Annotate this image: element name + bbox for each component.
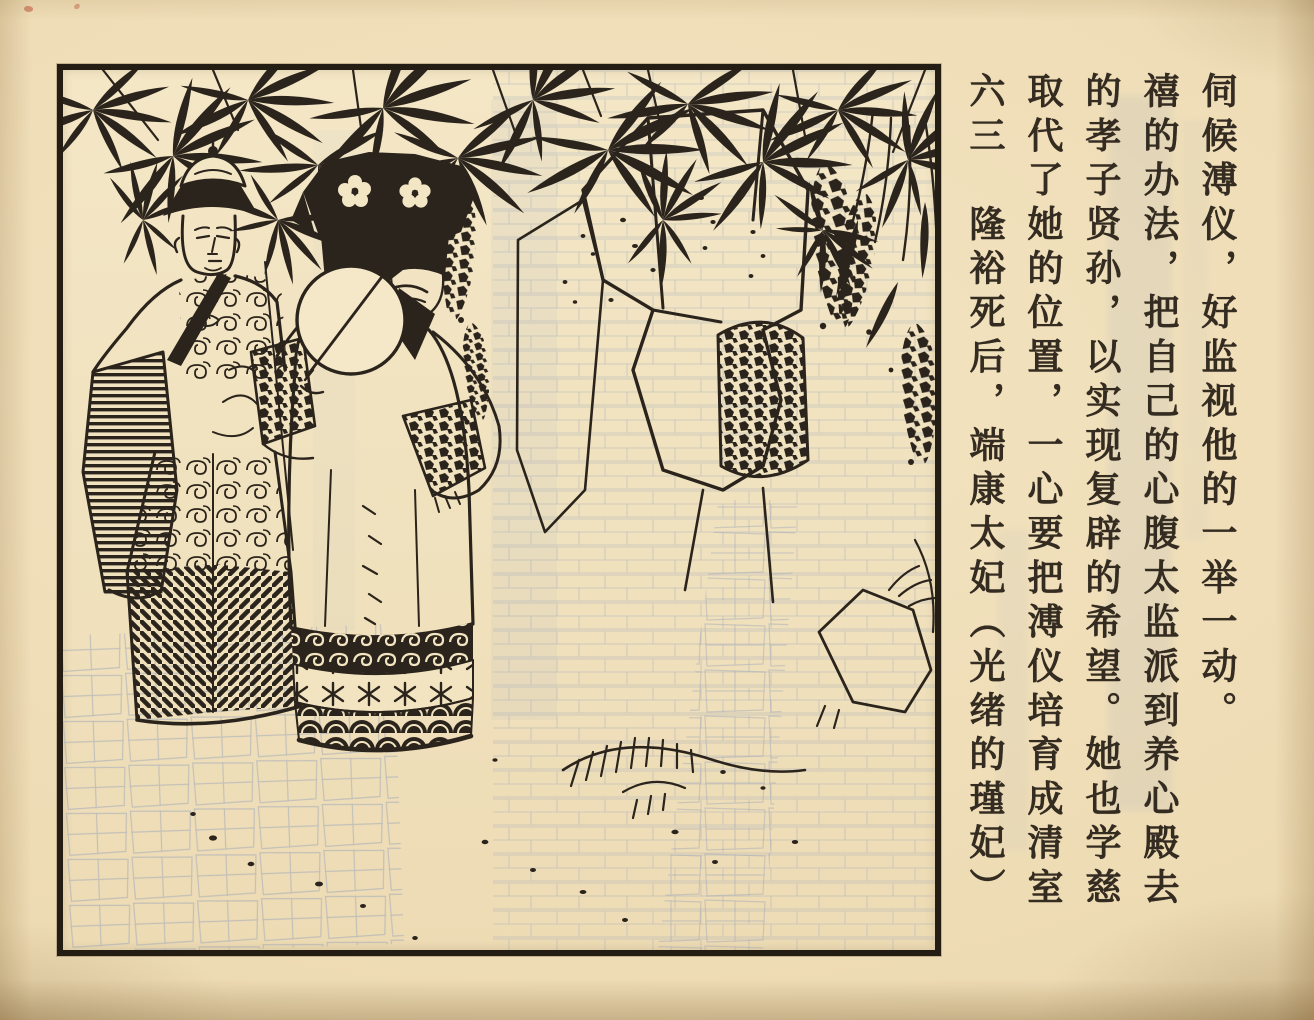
caption-column-5: 伺候溥仪，好监视他的一举一动。 <box>1197 72 1237 735</box>
caption-column-3: 的孝子贤孙，以实现复辟的希望。她也学慈 <box>1081 72 1121 912</box>
red-ink-speck <box>23 5 33 13</box>
illustration-panel <box>57 64 941 956</box>
line-art-illustration <box>63 70 935 950</box>
caption-text-block <box>956 72 1260 980</box>
caption-column-4: 禧的办法，把自己的心腹太监派到养心殿去 <box>1139 72 1179 912</box>
red-ink-speck <box>73 3 80 10</box>
caption-column-2: 取代了她的位置，一心要把溥仪培育成清室 <box>1023 72 1063 912</box>
caption-column-1: 六三 隆裕死后，端康太妃（光绪的瑾妃） <box>965 72 1005 912</box>
